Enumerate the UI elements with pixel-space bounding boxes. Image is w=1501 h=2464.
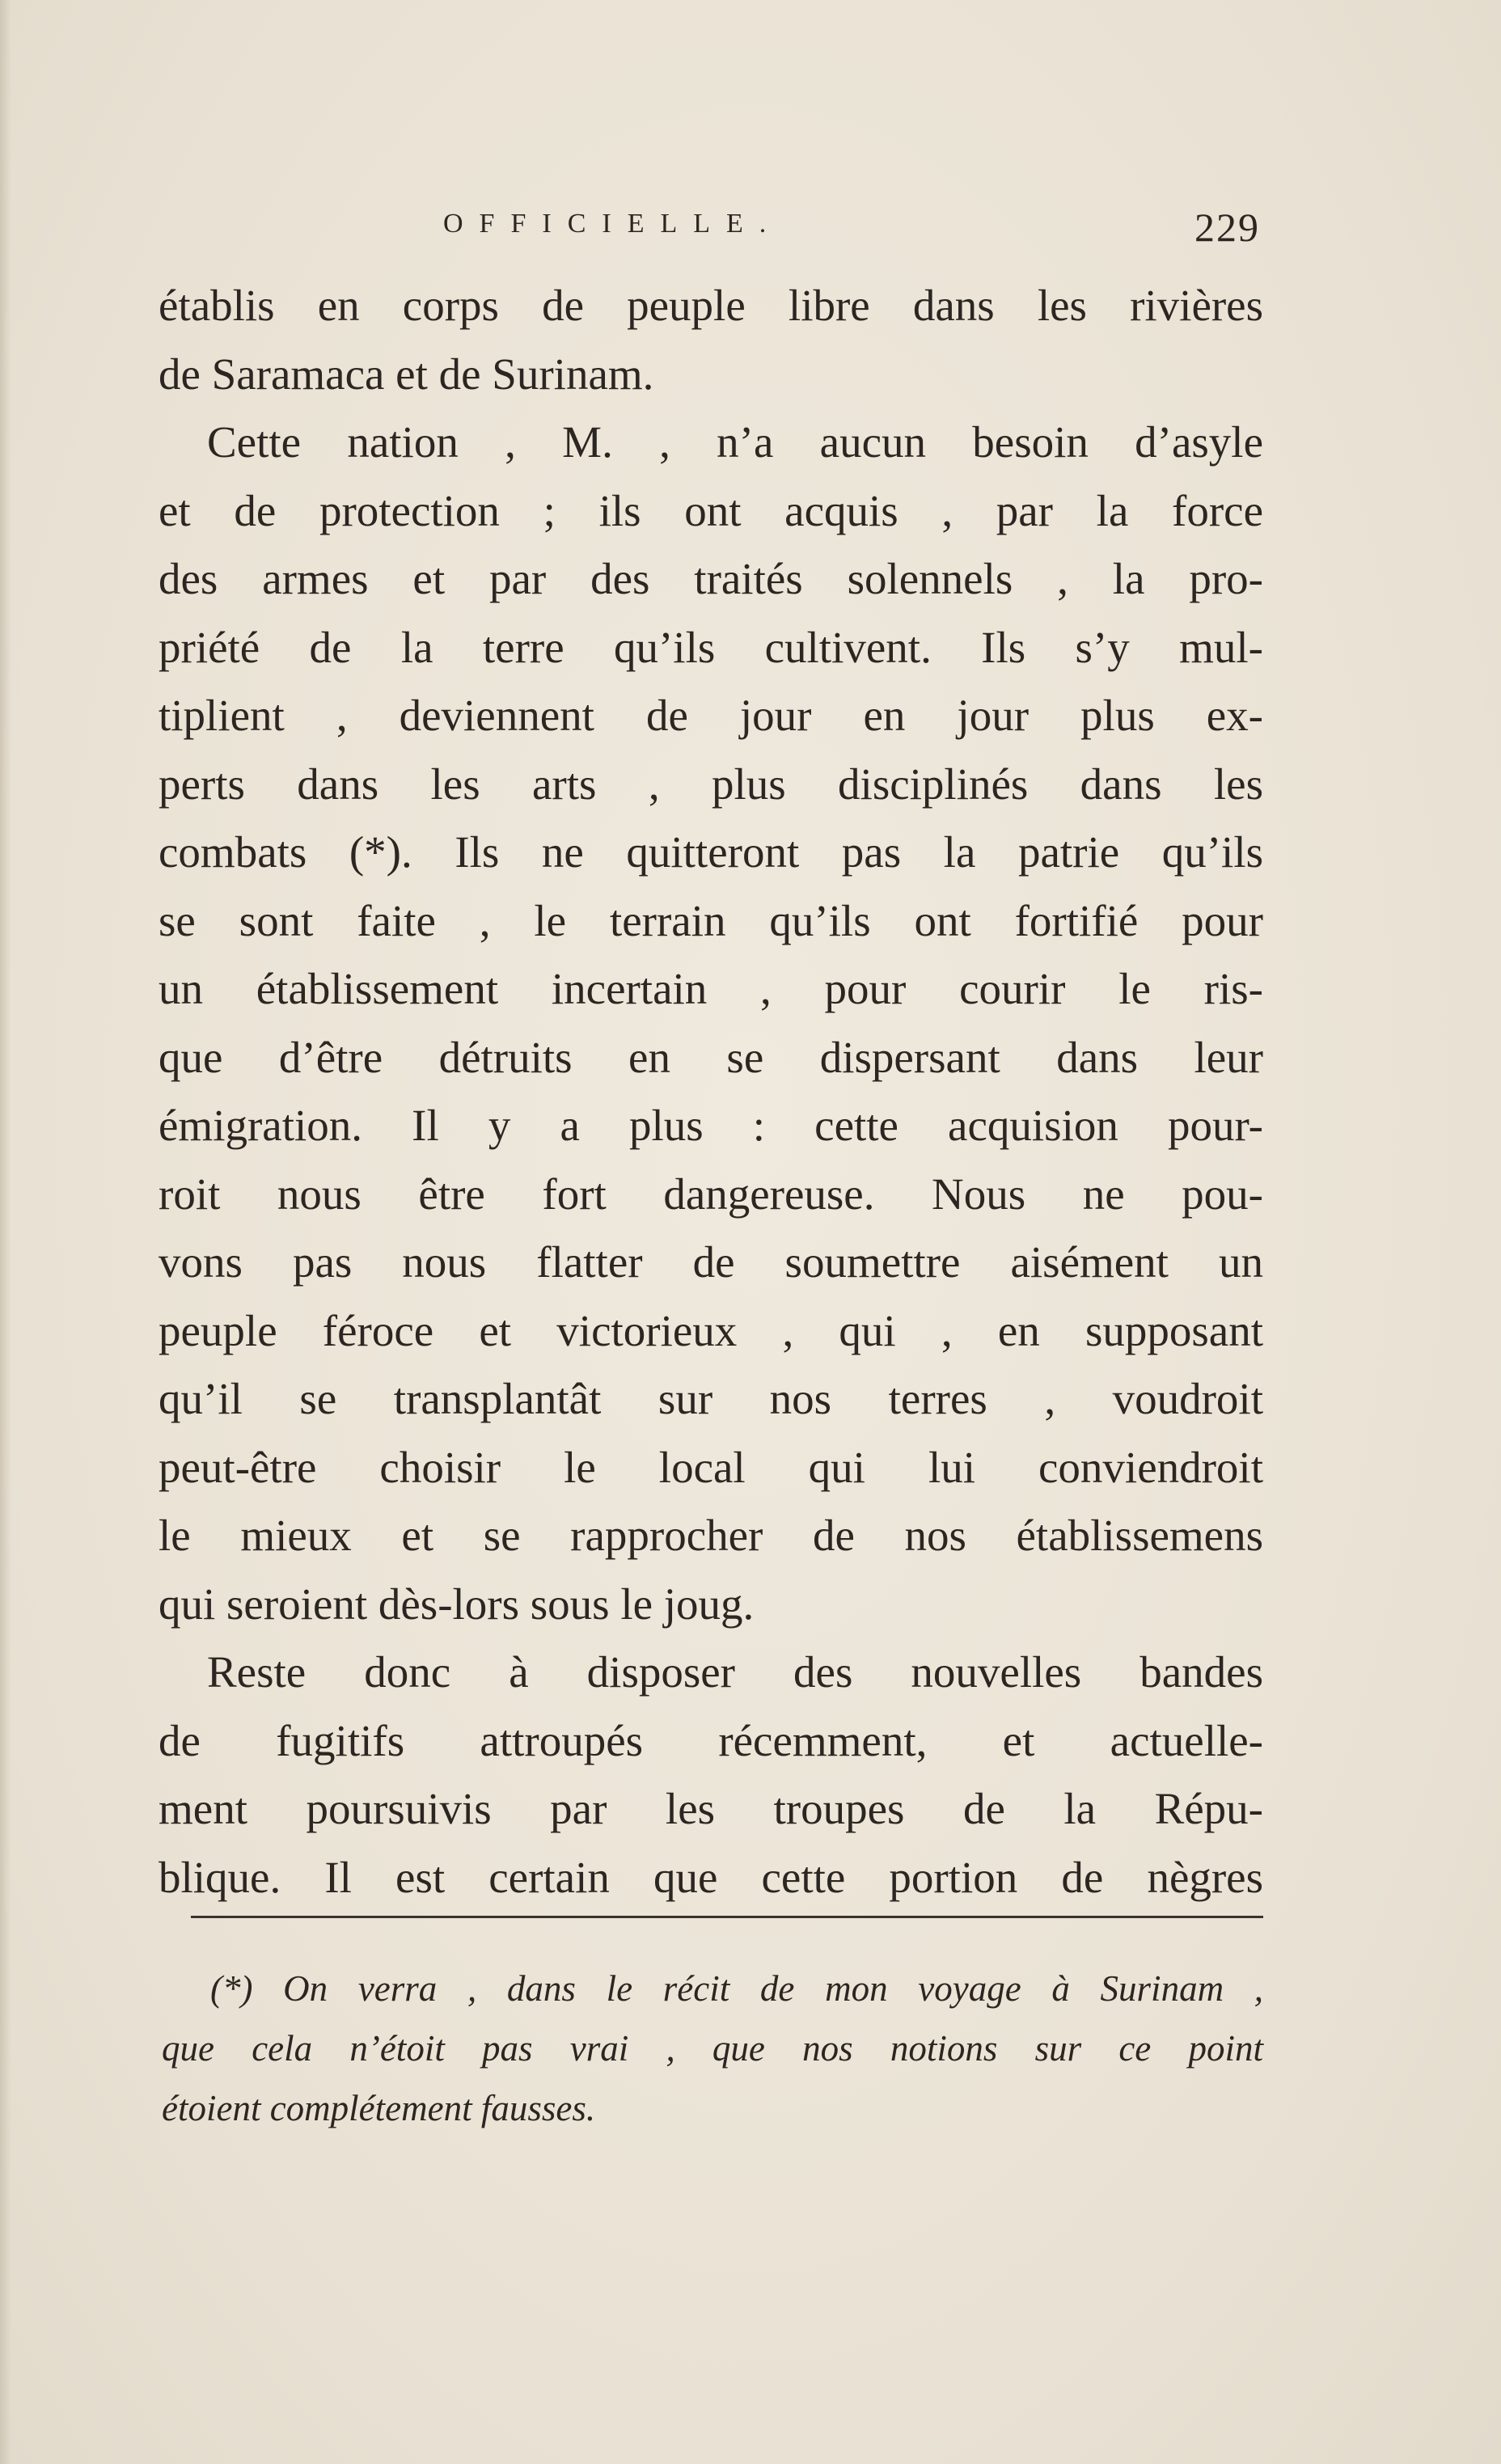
text-line: qui seroient dès-lors sous le joug. bbox=[159, 1579, 755, 1629]
text-line: se sont faite , le terrain qu’ils ont fortifié pour bbox=[159, 895, 1263, 945]
footnote-line: (*) On verra , dans le récit de mon voyage à Surinam , bbox=[210, 1968, 1263, 2009]
page-header bbox=[443, 205, 1260, 257]
text-line: vons pas nous flatter de soumettre aisément un bbox=[159, 1237, 1263, 1287]
footnote bbox=[162, 1959, 1263, 2138]
text-line: ment poursuivis par les troupes de la Répu- bbox=[159, 1784, 1263, 1833]
text-line: blique. Il est certain que cette portion de nègres bbox=[159, 1852, 1263, 1902]
text-line: qu’il se transplantât sur nos terres , voudroit bbox=[159, 1374, 1263, 1423]
text-line: Cette nation , M. , n’a aucun besoin d’asyle bbox=[207, 417, 1263, 467]
text-line: émigration. Il y a plus : cette acquision pour- bbox=[159, 1101, 1263, 1150]
footnote-line: étoient complétement fausses. bbox=[162, 2088, 596, 2128]
text-line: des armes et par des traités solennels , la pro- bbox=[159, 554, 1263, 603]
text-line: Reste donc à disposer des nouvelles bandes bbox=[207, 1647, 1263, 1697]
text-line: priété de la terre qu’ils cultivent. Ils s’y mul- bbox=[159, 622, 1263, 672]
text-line: combats (*). Ils ne quitteront pas la patrie qu’ils bbox=[159, 827, 1263, 877]
text-line: que d’être détruits en se dispersant dans leur bbox=[159, 1032, 1263, 1082]
footnote-line: que cela n’étoit pas vrai , que nos notions sur ce point bbox=[162, 2028, 1263, 2069]
footnote-separator bbox=[191, 1916, 1263, 1918]
page-number: 229 bbox=[1194, 205, 1260, 250]
text-line: peut-être choisir le local qui lui conviendroit bbox=[159, 1442, 1263, 1492]
text-line: de Saramaca et de Surinam. bbox=[159, 349, 654, 399]
text-line: et de protection ; ils ont acquis , par la force bbox=[159, 485, 1263, 535]
text-line: un établissement incertain , pour courir le ris- bbox=[159, 964, 1263, 1013]
text-line: le mieux et se rapprocher de nos établissemens bbox=[159, 1511, 1263, 1560]
text-line: de fugitifs attroupés récemment, et actuelle- bbox=[159, 1715, 1263, 1765]
text-line: tiplient , deviennent de jour en jour plus ex- bbox=[159, 691, 1263, 740]
running-head: OFFICIELLE. bbox=[443, 209, 783, 239]
text-line: établis en corps de peuple libre dans les rivières bbox=[159, 281, 1263, 330]
text-line: peuple féroce et victorieux , qui , en supposant bbox=[159, 1305, 1263, 1355]
text-line: perts dans les arts , plus disciplinés dans les bbox=[159, 759, 1263, 809]
body-text bbox=[159, 272, 1263, 1912]
page-edge-shadow bbox=[0, 0, 11, 2464]
text-line: roit nous être fort dangereuse. Nous ne pou- bbox=[159, 1169, 1263, 1219]
